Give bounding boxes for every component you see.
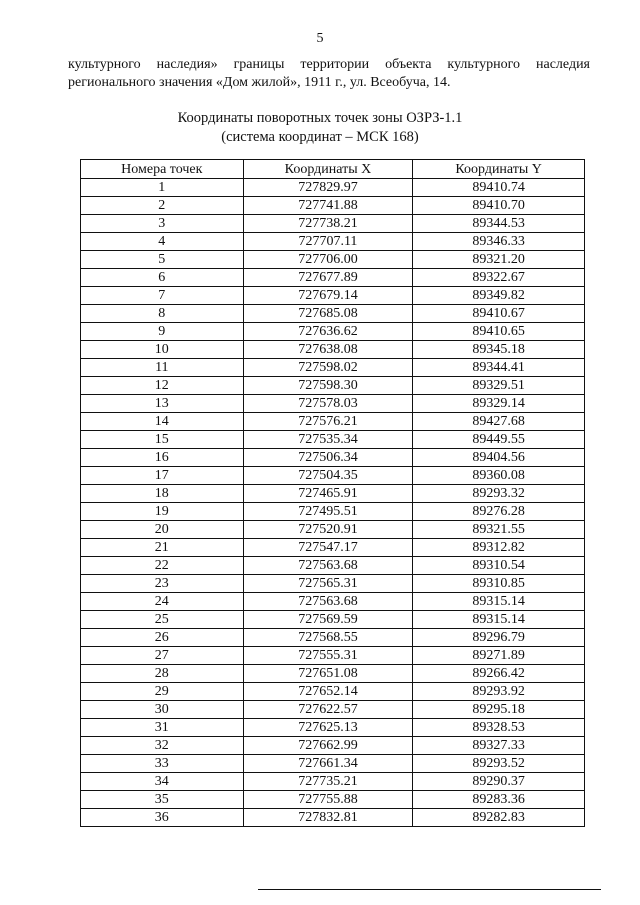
table-row: [81, 395, 585, 413]
table-row: [81, 467, 585, 485]
table-row: [81, 557, 585, 575]
table-row: [81, 179, 585, 197]
table-row: [81, 755, 585, 773]
page-number: 5: [316, 31, 324, 46]
cell-coordinate-y: 89266.42: [413, 665, 585, 683]
cell-point-number: 20: [81, 521, 244, 539]
cell-coordinate-y: 89293.92: [413, 683, 585, 701]
cell-coordinate-x: 727832.81: [243, 809, 413, 827]
cell-point-number: 12: [81, 377, 244, 395]
cell-point-number: 2: [81, 197, 244, 215]
cell-coordinate-x: 727578.03: [243, 395, 413, 413]
intro-line-2: регионального значения «Дом жилой», 1911 г., ул. Всеобуча, 14.: [68, 75, 451, 90]
table-header-row: [81, 160, 585, 179]
table-row: [81, 287, 585, 305]
table-caption: [0, 109, 640, 147]
cell-point-number: 23: [81, 575, 244, 593]
cell-coordinate-x: 727738.21: [243, 215, 413, 233]
cell-coordinate-y: 89271.89: [413, 647, 585, 665]
cell-coordinate-x: 727506.34: [243, 449, 413, 467]
cell-point-number: 15: [81, 431, 244, 449]
caption-line-2: (система координат – МСК 168): [221, 129, 419, 145]
cell-coordinate-x: 727652.14: [243, 683, 413, 701]
cell-coordinate-y: 89329.14: [413, 395, 585, 413]
cell-coordinate-x: 727495.51: [243, 503, 413, 521]
intro-line-1: культурного наследия» границы территории объекта культурного наследия: [68, 57, 590, 72]
cell-coordinate-y: 89327.33: [413, 737, 585, 755]
cell-point-number: 36: [81, 809, 244, 827]
table-row: [81, 377, 585, 395]
table-row: [81, 341, 585, 359]
table-row: [81, 449, 585, 467]
table-row: [81, 431, 585, 449]
cell-coordinate-y: 89344.53: [413, 215, 585, 233]
cell-point-number: 35: [81, 791, 244, 809]
cell-coordinate-x: 727755.88: [243, 791, 413, 809]
intro-paragraph: [68, 56, 590, 92]
cell-coordinate-x: 727568.55: [243, 629, 413, 647]
cell-coordinate-x: 727829.97: [243, 179, 413, 197]
cell-coordinate-y: 89410.74: [413, 179, 585, 197]
cell-point-number: 14: [81, 413, 244, 431]
table-row: [81, 719, 585, 737]
cell-coordinate-y: 89360.08: [413, 467, 585, 485]
cell-coordinate-y: 89310.85: [413, 575, 585, 593]
cell-point-number: 25: [81, 611, 244, 629]
cell-coordinate-y: 89293.32: [413, 485, 585, 503]
table-row: [81, 683, 585, 701]
cell-point-number: 30: [81, 701, 244, 719]
cell-point-number: 33: [81, 755, 244, 773]
cell-point-number: 22: [81, 557, 244, 575]
cell-coordinate-x: 727569.59: [243, 611, 413, 629]
cell-coordinate-y: 89410.65: [413, 323, 585, 341]
cell-coordinate-y: 89282.83: [413, 809, 585, 827]
cell-point-number: 16: [81, 449, 244, 467]
cell-coordinate-y: 89296.79: [413, 629, 585, 647]
cell-coordinate-x: 727741.88: [243, 197, 413, 215]
table-row: [81, 701, 585, 719]
cell-point-number: 18: [81, 485, 244, 503]
table-row: [81, 215, 585, 233]
cell-coordinate-y: 89427.68: [413, 413, 585, 431]
cell-coordinate-x: 727661.34: [243, 755, 413, 773]
cell-point-number: 6: [81, 269, 244, 287]
cell-coordinate-x: 727504.35: [243, 467, 413, 485]
header-point-number: Номера точек: [81, 160, 244, 179]
table-row: [81, 647, 585, 665]
cell-coordinate-x: 727565.31: [243, 575, 413, 593]
cell-coordinate-x: 727622.57: [243, 701, 413, 719]
cell-coordinate-x: 727563.68: [243, 557, 413, 575]
cell-point-number: 28: [81, 665, 244, 683]
cell-coordinate-x: 727706.00: [243, 251, 413, 269]
cell-coordinate-x: 727735.21: [243, 773, 413, 791]
cell-point-number: 5: [81, 251, 244, 269]
table-row: [81, 575, 585, 593]
table-row: [81, 413, 585, 431]
cell-point-number: 9: [81, 323, 244, 341]
cell-coordinate-x: 727662.99: [243, 737, 413, 755]
cell-coordinate-y: 89276.28: [413, 503, 585, 521]
cell-coordinate-y: 89345.18: [413, 341, 585, 359]
table-row: [81, 539, 585, 557]
cell-point-number: 19: [81, 503, 244, 521]
cell-coordinate-y: 89321.20: [413, 251, 585, 269]
cell-coordinate-y: 89315.14: [413, 611, 585, 629]
cell-point-number: 21: [81, 539, 244, 557]
table-row: [81, 359, 585, 377]
cell-coordinate-y: 89315.14: [413, 593, 585, 611]
table-row: [81, 251, 585, 269]
cell-coordinate-y: 89404.56: [413, 449, 585, 467]
cell-coordinate-x: 727465.91: [243, 485, 413, 503]
cell-coordinate-x: 727598.02: [243, 359, 413, 377]
cell-point-number: 26: [81, 629, 244, 647]
cell-coordinate-y: 89290.37: [413, 773, 585, 791]
cell-point-number: 29: [81, 683, 244, 701]
cell-point-number: 31: [81, 719, 244, 737]
header-coordinate-y: Координаты Y: [413, 160, 585, 179]
table-row: [81, 197, 585, 215]
cell-coordinate-x: 727555.31: [243, 647, 413, 665]
cell-coordinate-y: 89283.36: [413, 791, 585, 809]
cell-coordinate-x: 727535.34: [243, 431, 413, 449]
cell-coordinate-y: 89328.53: [413, 719, 585, 737]
cell-coordinate-x: 727625.13: [243, 719, 413, 737]
cell-coordinate-y: 89312.82: [413, 539, 585, 557]
caption-line-1: Координаты поворотных точек зоны ОЗРЗ-1.1: [177, 110, 463, 126]
cell-point-number: 10: [81, 341, 244, 359]
cell-point-number: 4: [81, 233, 244, 251]
table-row: [81, 521, 585, 539]
cell-coordinate-x: 727563.68: [243, 593, 413, 611]
cell-point-number: 1: [81, 179, 244, 197]
cell-coordinate-x: 727636.62: [243, 323, 413, 341]
cell-coordinate-x: 727598.30: [243, 377, 413, 395]
cell-coordinate-y: 89310.54: [413, 557, 585, 575]
cell-coordinate-y: 89295.18: [413, 701, 585, 719]
cell-point-number: 34: [81, 773, 244, 791]
cell-coordinate-y: 89349.82: [413, 287, 585, 305]
cell-coordinate-x: 727576.21: [243, 413, 413, 431]
table-row: [81, 305, 585, 323]
table-row: [81, 809, 585, 827]
cell-point-number: 13: [81, 395, 244, 413]
cell-coordinate-x: 727685.08: [243, 305, 413, 323]
table-row: [81, 773, 585, 791]
table-row: [81, 611, 585, 629]
table-row: [81, 233, 585, 251]
cell-coordinate-y: 89329.51: [413, 377, 585, 395]
table-row: [81, 593, 585, 611]
table-row: [81, 323, 585, 341]
cell-coordinate-x: 727651.08: [243, 665, 413, 683]
cell-point-number: 8: [81, 305, 244, 323]
cell-coordinate-x: 727707.11: [243, 233, 413, 251]
cell-coordinate-x: 727638.08: [243, 341, 413, 359]
cell-point-number: 11: [81, 359, 244, 377]
table-row: [81, 485, 585, 503]
footer-rule: [258, 889, 601, 890]
cell-point-number: 27: [81, 647, 244, 665]
coordinates-table: [80, 159, 585, 827]
cell-coordinate-y: 89346.33: [413, 233, 585, 251]
table-row: [81, 269, 585, 287]
cell-coordinate-x: 727547.17: [243, 539, 413, 557]
table-row: [81, 791, 585, 809]
cell-coordinate-y: 89322.67: [413, 269, 585, 287]
cell-coordinate-x: 727520.91: [243, 521, 413, 539]
cell-coordinate-x: 727677.89: [243, 269, 413, 287]
cell-coordinate-y: 89344.41: [413, 359, 585, 377]
table-body: [81, 179, 585, 827]
cell-coordinate-y: 89410.67: [413, 305, 585, 323]
cell-point-number: 3: [81, 215, 244, 233]
cell-point-number: 32: [81, 737, 244, 755]
cell-point-number: 24: [81, 593, 244, 611]
header-coordinate-x: Координаты X: [243, 160, 413, 179]
cell-point-number: 7: [81, 287, 244, 305]
cell-coordinate-y: 89449.55: [413, 431, 585, 449]
table-row: [81, 737, 585, 755]
cell-point-number: 17: [81, 467, 244, 485]
table-row: [81, 503, 585, 521]
cell-coordinate-x: 727679.14: [243, 287, 413, 305]
table-row: [81, 665, 585, 683]
cell-coordinate-y: 89321.55: [413, 521, 585, 539]
cell-coordinate-y: 89293.52: [413, 755, 585, 773]
cell-coordinate-y: 89410.70: [413, 197, 585, 215]
table-row: [81, 629, 585, 647]
